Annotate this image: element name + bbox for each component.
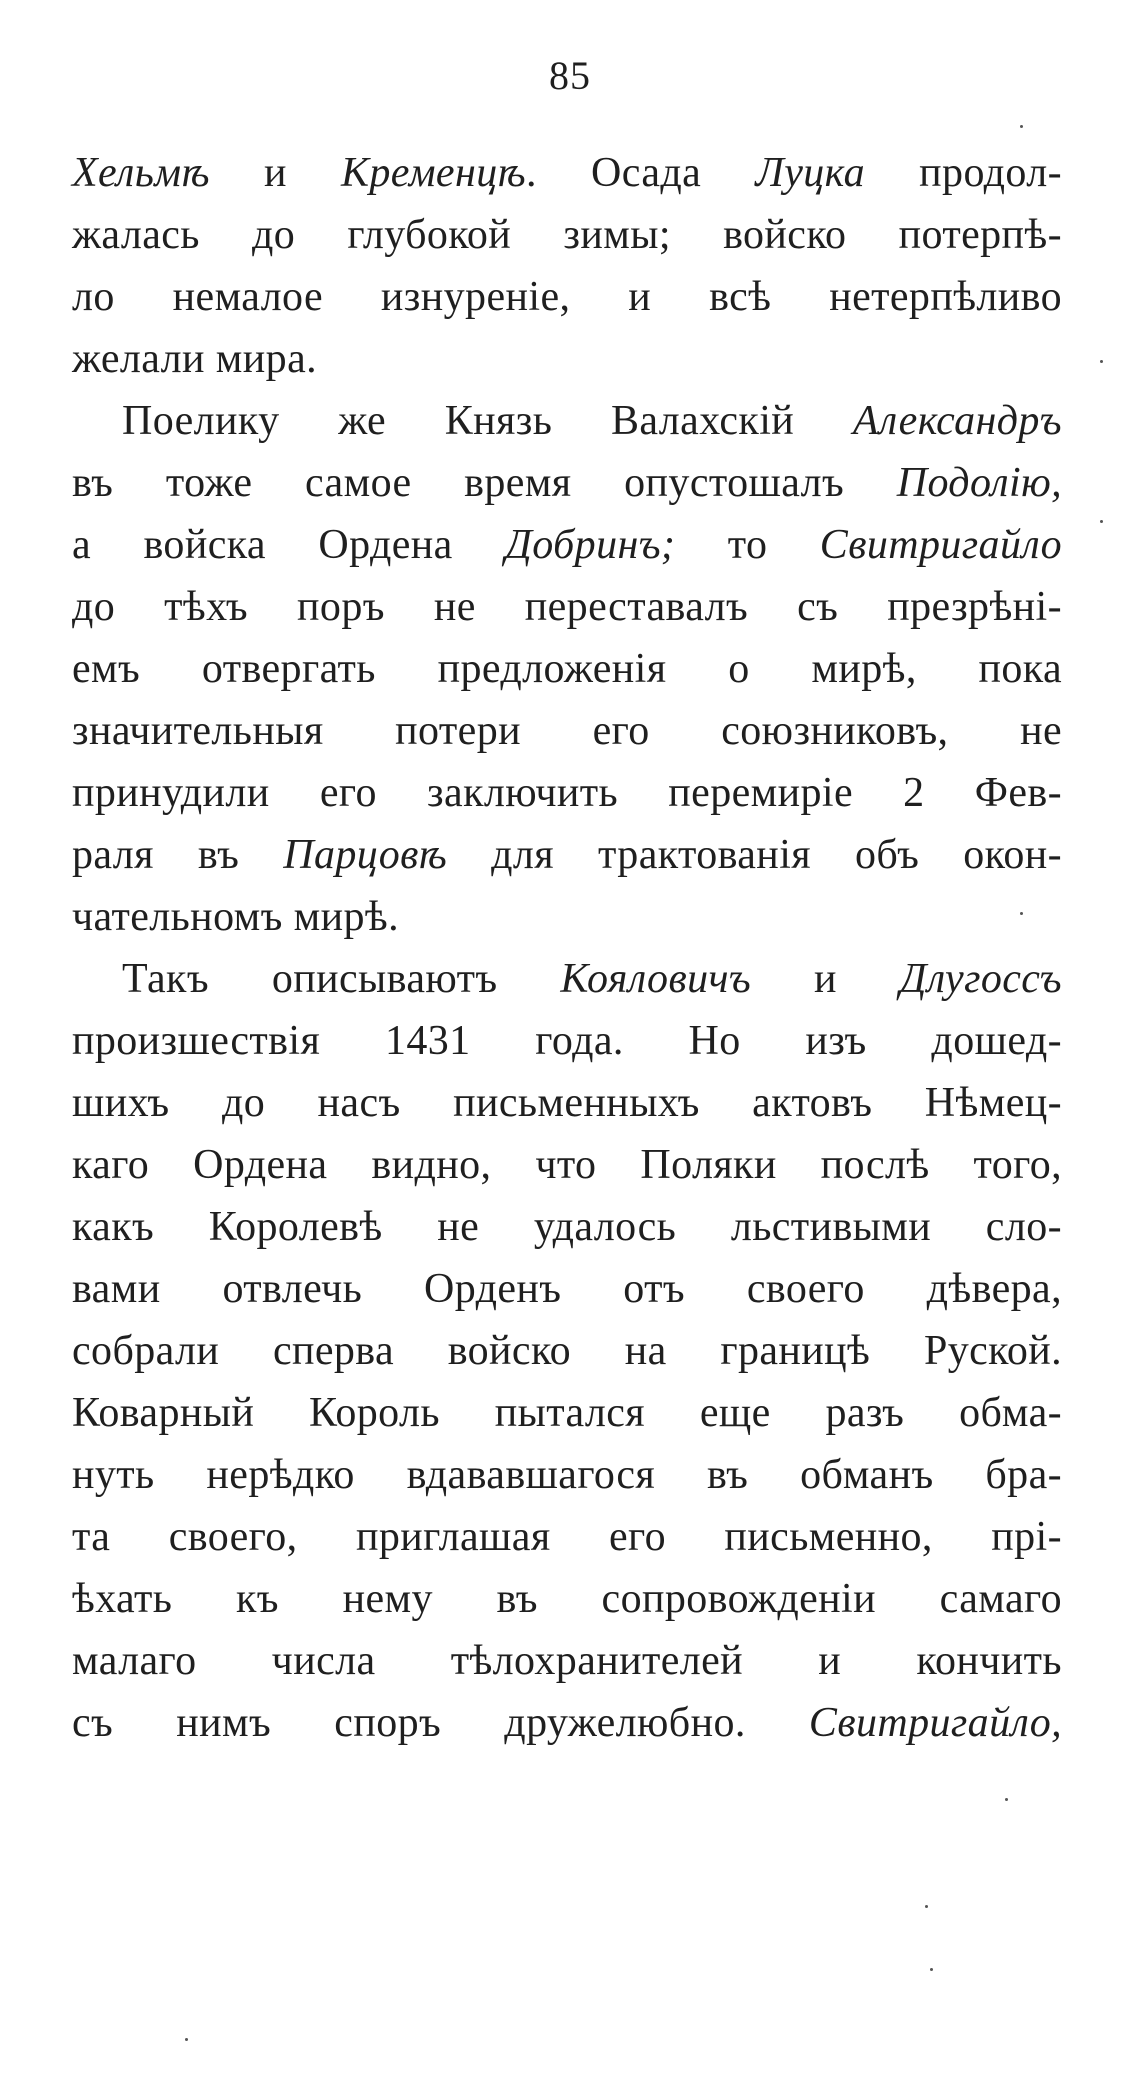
print-speck xyxy=(185,2038,188,2041)
text-run: емъ отвергать предложенія о мирѣ, пока xyxy=(72,646,1062,692)
text-run: то xyxy=(675,522,820,568)
text-run: принудили его заключить перемиріе 2 Фев- xyxy=(72,770,1062,816)
text-line xyxy=(72,514,1062,576)
text-run: ѣхать къ нему въ сопровожденіи самаго xyxy=(72,1576,1062,1622)
text-run: въ тоже самое время опустошалъ xyxy=(72,460,897,506)
text-line xyxy=(72,1320,1062,1382)
italic-name: Парцовѣ xyxy=(283,832,448,878)
text-line xyxy=(72,1568,1062,1630)
text-run: малаго числа тѣлохранителей и кончить xyxy=(72,1638,1062,1684)
print-speck xyxy=(930,1968,933,1971)
text-run: вами отвлечь Орденъ отъ своего дѣвера, xyxy=(72,1266,1062,1312)
text-line xyxy=(72,948,1062,1010)
text-run: раля въ xyxy=(72,832,284,878)
print-speck xyxy=(1020,912,1023,915)
text-run: до тѣхъ поръ не переставалъ съ презрѣні- xyxy=(72,584,1062,630)
text-line xyxy=(72,142,1062,204)
text-line xyxy=(72,452,1062,514)
text-line xyxy=(72,1258,1062,1320)
text-run: и xyxy=(209,150,342,196)
text-run: съ нимъ споръ дружелюбно. xyxy=(72,1700,809,1746)
text-line xyxy=(72,266,1062,328)
italic-name: Кояловичъ xyxy=(560,956,752,1002)
italic-name: Подолію, xyxy=(896,460,1062,506)
text-run: каго Ордена видно, что Поляки послѣ того, xyxy=(72,1142,1062,1188)
text-run: собрали сперва войско на границѣ Руской. xyxy=(72,1328,1062,1374)
print-speck xyxy=(1100,360,1103,363)
text-run: Поелику же Князь Валахскій xyxy=(122,398,853,444)
text-run: . Осада xyxy=(526,150,756,196)
text-line xyxy=(72,1010,1062,1072)
italic-name: Кременцѣ xyxy=(341,150,527,196)
print-speck xyxy=(1005,1798,1008,1801)
text-run: для трактованія объ окон- xyxy=(447,832,1062,878)
text-line xyxy=(72,824,1062,886)
text-run: а войска Ордена xyxy=(72,522,506,568)
text-line xyxy=(72,1692,1062,1754)
text-run: нуть нерѣдко вдававшагося въ обманъ бра- xyxy=(72,1452,1062,1498)
italic-name: Добринъ; xyxy=(505,522,676,568)
text-run: желали мира. xyxy=(72,336,318,382)
italic-name: Хельмѣ xyxy=(72,150,210,196)
text-line xyxy=(72,700,1062,762)
text-run: произшествія 1431 года. Но изъ дошед- xyxy=(72,1018,1062,1064)
text-line xyxy=(72,762,1062,824)
print-speck xyxy=(925,1905,928,1908)
text-line xyxy=(72,886,1062,948)
text-run: жалась до глубокой зимы; войско потерпѣ- xyxy=(72,212,1062,258)
text-line xyxy=(72,1506,1062,1568)
text-run: чательномъ мирѣ. xyxy=(72,894,400,940)
italic-name: Александръ xyxy=(852,398,1062,444)
text-run: и xyxy=(751,956,900,1002)
page-number: 85 xyxy=(549,53,591,98)
text-line xyxy=(72,1196,1062,1258)
text-line xyxy=(72,1444,1062,1506)
print-speck xyxy=(1020,125,1023,128)
text-line xyxy=(72,328,1062,390)
italic-name: Свитригайло, xyxy=(808,1700,1062,1746)
text-line xyxy=(72,204,1062,266)
text-run: продол- xyxy=(865,150,1062,196)
text-run: шихъ до насъ письменныхъ актовъ Нѣмец- xyxy=(72,1080,1062,1126)
text-line xyxy=(72,1382,1062,1444)
text-line xyxy=(72,638,1062,700)
text-line xyxy=(72,1072,1062,1134)
italic-name: Луцка xyxy=(755,150,866,196)
text-run: значительныя потери его союзниковъ, не xyxy=(72,708,1062,754)
text-run: Коварный Король пытался еще разъ обма- xyxy=(72,1390,1062,1436)
text-run: ло немалое изнуреніе, и всѣ нетерпѣливо xyxy=(72,274,1062,320)
text-line xyxy=(72,1630,1062,1692)
italic-name: Свитригайло xyxy=(819,522,1062,568)
text-run: Такъ описываютъ xyxy=(122,956,561,1002)
italic-name: Длугоссъ xyxy=(899,956,1062,1002)
text-run: та своего, приглашая его письменно, прі- xyxy=(72,1514,1062,1560)
text-run: какъ Королевѣ не удалось льстивыми сло- xyxy=(72,1204,1062,1250)
body-text xyxy=(72,142,1062,1754)
text-line xyxy=(72,390,1062,452)
text-line xyxy=(72,1134,1062,1196)
print-speck xyxy=(1100,520,1103,523)
text-line xyxy=(72,576,1062,638)
